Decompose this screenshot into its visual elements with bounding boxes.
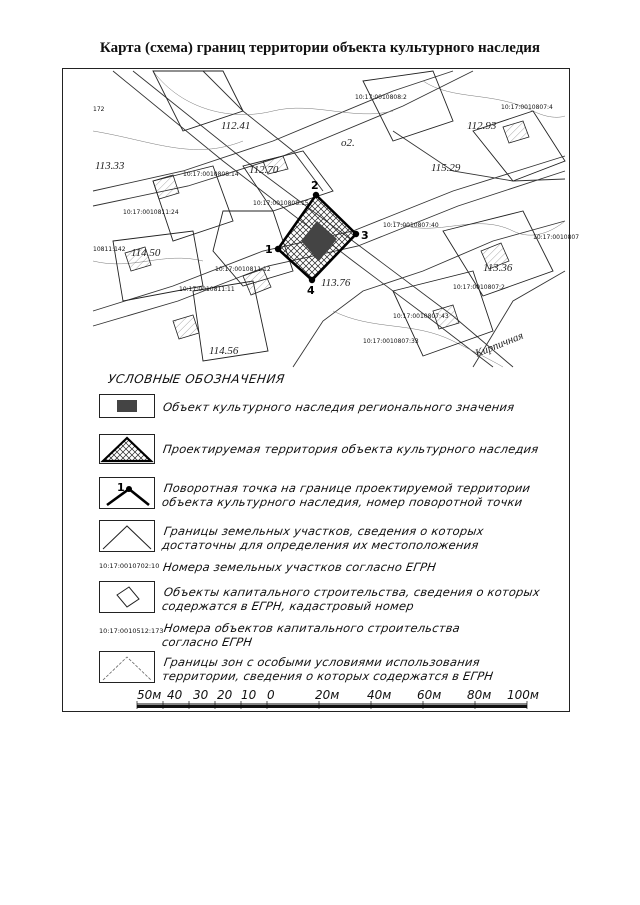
turning-point-2[interactable] bbox=[313, 192, 319, 198]
legend-text: Проектируемая территория объекта культурного наследия bbox=[162, 442, 540, 456]
elevation-mark: 113.76 bbox=[321, 277, 351, 289]
scale-label: 20м bbox=[315, 688, 340, 702]
scale-label: 0 bbox=[267, 688, 275, 702]
scale-label: 30 bbox=[193, 688, 209, 702]
misc-label: о2. bbox=[341, 137, 355, 149]
parcel-number: 10:17:0010807:43 bbox=[393, 313, 449, 320]
elevation-mark: 112.41 bbox=[221, 120, 251, 132]
parcel-number: 10:17:0010807 bbox=[533, 234, 580, 241]
scale-label: 40 bbox=[167, 688, 183, 702]
cadastral-map[interactable] bbox=[93, 71, 580, 367]
scale-label: 20 bbox=[217, 688, 233, 702]
elevation-mark: 114.56 bbox=[209, 345, 239, 357]
legend-text: Границы земельных участков, сведения о которых достаточны для определения их местоположения bbox=[161, 524, 485, 552]
legend-text: Номера объектов капитального строительства согласно ЕГРН bbox=[161, 621, 461, 649]
parcel-number: 10:17:0010807:40 bbox=[383, 222, 439, 229]
parcel-number: 10:17:0010807:2 bbox=[453, 284, 505, 291]
parcel-number: 10:17:0010811:12 bbox=[215, 266, 271, 273]
legend-symbol-projected-territory bbox=[99, 434, 155, 464]
elevation-mark: 113.33 bbox=[95, 160, 125, 172]
parcel-number: 10:17:0010811:24 bbox=[123, 209, 179, 216]
turning-point-1[interactable] bbox=[275, 246, 281, 252]
parcel-number: 10:17:0010808:14 bbox=[183, 171, 239, 178]
map-frame bbox=[62, 68, 580, 712]
turning-point-label-1: 1 bbox=[265, 243, 273, 256]
parcel-number: 10:17:0010811:11 bbox=[179, 286, 235, 293]
scale-label: 60м bbox=[417, 688, 442, 702]
legend-symbol-capital-construction bbox=[99, 581, 155, 613]
scale-label: 10 bbox=[241, 688, 257, 702]
turning-point-label-3: 3 bbox=[361, 229, 369, 242]
legend-symbol-heritage-object bbox=[99, 394, 155, 418]
legend-text: Номера земельных участков согласно ЕГРН bbox=[162, 560, 438, 574]
elevation-mark: 112.70 bbox=[249, 164, 279, 176]
turning-point-label-2: 2 bbox=[311, 179, 319, 192]
legend-text: Поворотная точка на границе проектируемой территории объекта культурного наследия, номер поворотной точки bbox=[161, 481, 532, 509]
scale-label: 40м bbox=[367, 688, 392, 702]
legend-symbol-turning-point bbox=[99, 477, 155, 509]
parcel-number: 10:17:0010807:4 bbox=[501, 104, 553, 111]
legend-text: Границы зон с особыми условиями использования территории, сведения о которых содержатся в ЕГРН bbox=[161, 655, 495, 683]
legend-symbol-special-zones bbox=[99, 651, 155, 683]
elevation-mark: 115.29 bbox=[431, 162, 461, 174]
scale-label: 80м bbox=[467, 688, 492, 702]
legend-code: 10:17:0010702:10 bbox=[99, 562, 160, 570]
elevation-mark: 114.50 bbox=[131, 247, 161, 259]
turning-point-label-4: 4 bbox=[307, 284, 315, 297]
elevation-mark: 113.36 bbox=[483, 262, 513, 274]
scale-bar bbox=[137, 689, 537, 713]
legend-point-label: 1 bbox=[117, 481, 125, 494]
misc-label: 172 bbox=[93, 106, 105, 113]
scale-label: 100м bbox=[507, 688, 539, 702]
page-title: Карта (схема) границ территории объекта культурного наследия bbox=[99, 40, 541, 56]
elevation-mark: 112.93 bbox=[467, 120, 497, 132]
street-name: Кирпичная bbox=[473, 329, 526, 360]
legend-symbol-parcel-boundaries bbox=[99, 520, 155, 552]
turning-point-3[interactable] bbox=[353, 231, 359, 237]
scale-label: 50м bbox=[137, 688, 162, 702]
parcel-number: 10:17:0010807:33 bbox=[363, 338, 419, 345]
turning-point-4[interactable] bbox=[309, 277, 315, 283]
parcel-number: 10811:142 bbox=[93, 246, 126, 253]
parcel-number: 10:17:0010808:15 bbox=[253, 200, 309, 207]
legend-code: 10:17:0010512:173 bbox=[99, 627, 164, 635]
legend-title: УСЛОВНЫЕ ОБОЗНАЧЕНИЯ bbox=[107, 372, 286, 386]
parcel-number: 10:17:0010808:2 bbox=[355, 94, 407, 101]
legend-text: Объекты капитального строительства, сведения о которых содержатся в ЕГРН, кадастровый номер bbox=[161, 585, 541, 613]
legend-text: Объект культурного наследия регионального значения bbox=[162, 400, 516, 414]
